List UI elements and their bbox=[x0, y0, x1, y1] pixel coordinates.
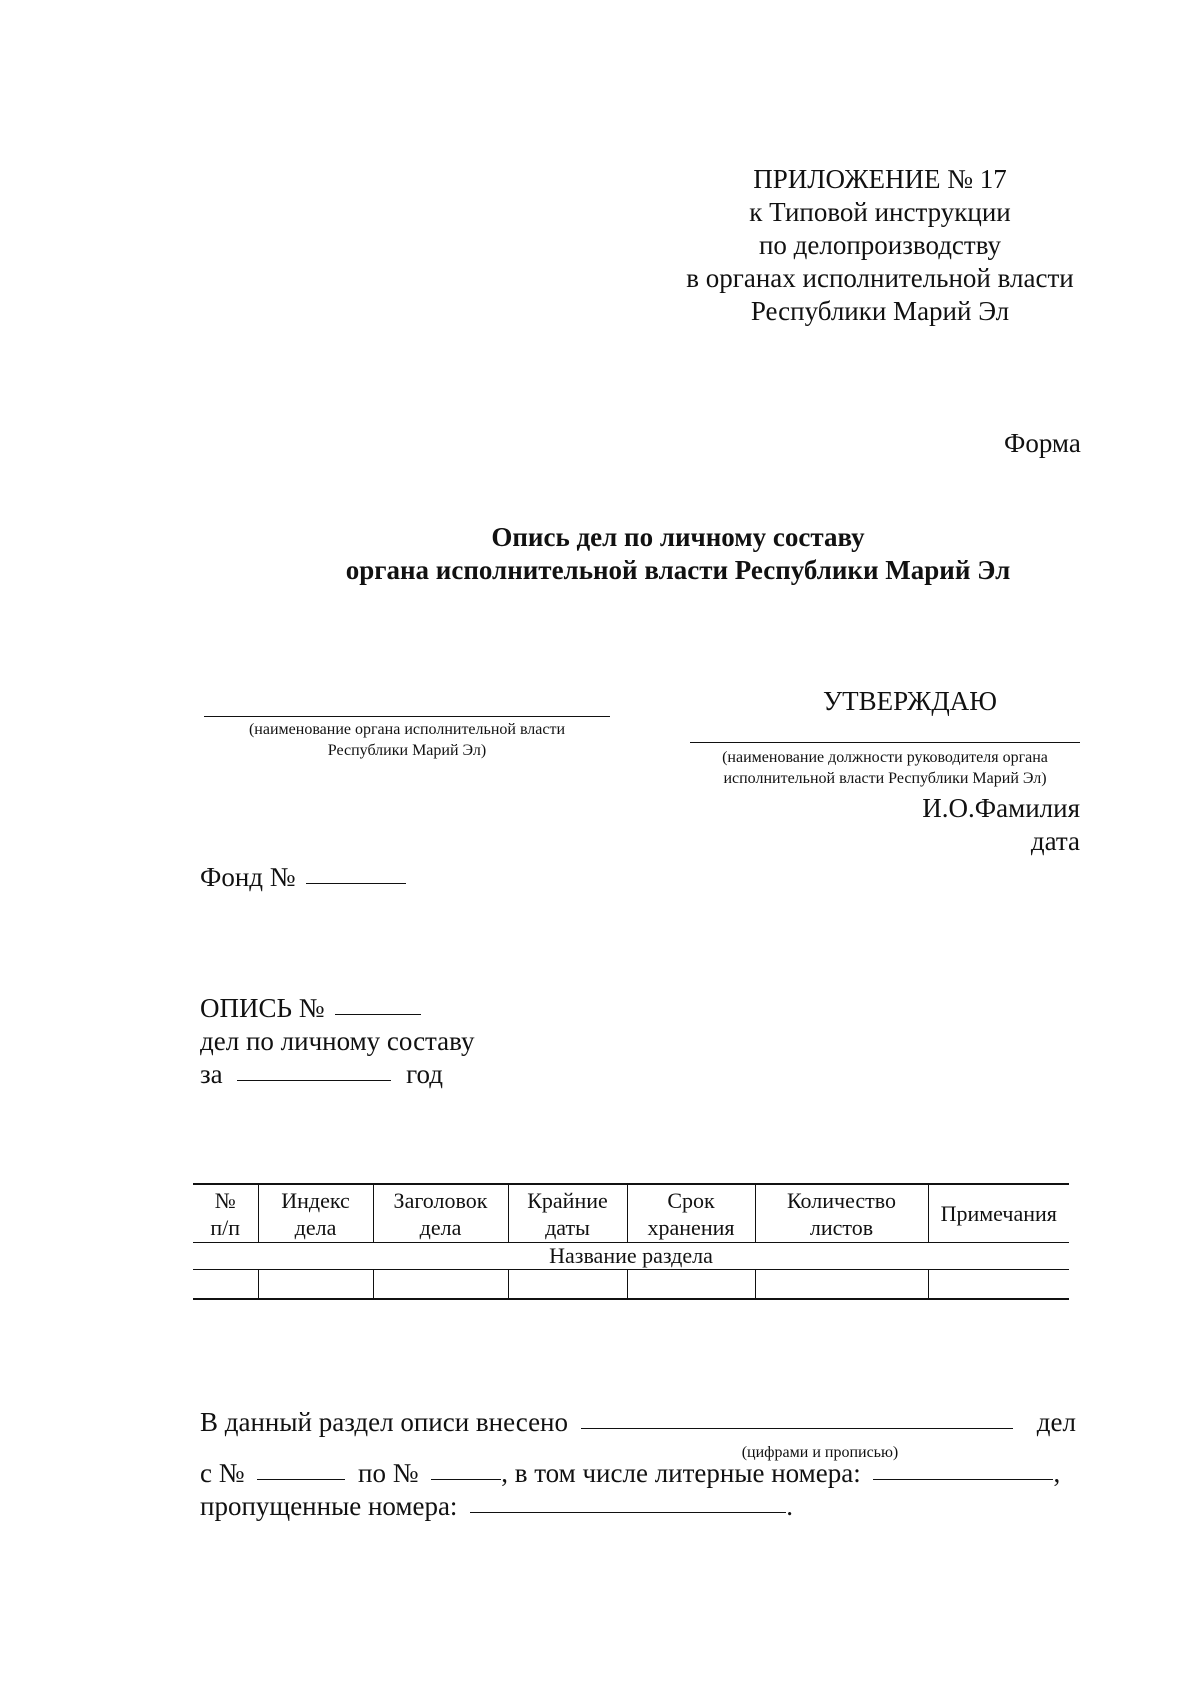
approve-heading: УТВЕРЖДАЮ bbox=[822, 686, 998, 716]
column-header: Заголовок дела bbox=[373, 1184, 508, 1243]
footer-cases-label: дел bbox=[1036, 1407, 1076, 1437]
table-cell[interactable] bbox=[928, 1270, 1069, 1300]
footer-entered-label: В данный раздел описи внесено bbox=[200, 1407, 569, 1437]
table-row bbox=[193, 1270, 1069, 1300]
org-hint-line-2: Республики Марий Эл) bbox=[327, 742, 487, 759]
approve-position-line bbox=[690, 742, 1080, 743]
title-line-1: Опись дел по личному составу bbox=[491, 522, 865, 552]
fund-label: Фонд № bbox=[200, 862, 296, 892]
footer-count-blank[interactable] bbox=[581, 1427, 1013, 1429]
org-hint-line-1: (наименование органа исполнительной власти bbox=[248, 721, 566, 738]
inventory-number-row bbox=[200, 992, 475, 1025]
appendix-line-3: по делопроизводству bbox=[758, 230, 1002, 260]
appendix-block bbox=[660, 163, 1100, 328]
table-cell[interactable] bbox=[508, 1270, 627, 1300]
table-cell[interactable] bbox=[755, 1270, 928, 1300]
footer-line-1 bbox=[200, 1407, 1076, 1438]
form-label: Форма bbox=[1004, 428, 1081, 458]
inventory-line-2: дел по личному составу bbox=[200, 1026, 475, 1056]
appendix-line-2: к Типовой инструкции bbox=[749, 197, 1011, 227]
fund-number-blank[interactable] bbox=[306, 882, 406, 884]
appendix-line-5: Республики Марий Эл bbox=[750, 296, 1010, 326]
approve-signatory-name: И.О.Фамилия bbox=[922, 793, 1080, 823]
footer-count-hint: (цифрами и прописью) bbox=[741, 1444, 899, 1461]
footer-line-2 bbox=[200, 1458, 1060, 1489]
footer-missed-blank[interactable] bbox=[470, 1511, 786, 1513]
footer-comma: , bbox=[1053, 1458, 1061, 1488]
inventory-year-suffix: год bbox=[406, 1059, 444, 1089]
footer-line-3 bbox=[200, 1491, 793, 1522]
column-header: Крайние даты bbox=[508, 1184, 627, 1243]
org-name-line bbox=[204, 716, 610, 717]
inventory-year-row bbox=[200, 1058, 475, 1091]
footer-missed-label: пропущенные номера: bbox=[200, 1491, 458, 1521]
approve-position-hint bbox=[672, 747, 1098, 789]
table-header-row bbox=[193, 1184, 1069, 1243]
inventory-year-blank[interactable] bbox=[237, 1079, 391, 1081]
table-cell[interactable] bbox=[627, 1270, 755, 1300]
approve-hint-line-2: исполнительной власти Республики Марий Эл) bbox=[723, 770, 1047, 787]
section-row bbox=[193, 1243, 1069, 1270]
column-header: Срок хранения bbox=[627, 1184, 755, 1243]
approve-hint-line-1: (наименование должности руководителя органа bbox=[722, 749, 1048, 766]
inventory-label: ОПИСЬ № bbox=[200, 993, 325, 1023]
column-header: № п/п bbox=[193, 1184, 258, 1243]
inventory-number-blank[interactable] bbox=[335, 1013, 421, 1015]
column-header: Примечания bbox=[928, 1184, 1069, 1243]
footer-to-blank[interactable] bbox=[431, 1478, 501, 1480]
footer-from-blank[interactable] bbox=[257, 1478, 345, 1480]
appendix-line-4: в органах исполнительной власти bbox=[686, 263, 1074, 293]
document-title bbox=[320, 521, 1036, 587]
inventory-year-prefix: за bbox=[200, 1059, 223, 1089]
column-header: Количество листов bbox=[755, 1184, 928, 1243]
footer-period: . bbox=[786, 1491, 793, 1521]
appendix-number: ПРИЛОЖЕНИЕ № 17 bbox=[753, 164, 1007, 194]
footer-from-label: с № bbox=[200, 1458, 245, 1488]
inventory-block bbox=[200, 992, 475, 1091]
fund-row bbox=[200, 862, 406, 893]
section-title: Название раздела bbox=[193, 1243, 1069, 1270]
table-cell[interactable] bbox=[373, 1270, 508, 1300]
title-line-2: органа исполнительной власти Республики Марий Эл bbox=[345, 555, 1011, 585]
footer-letter-numbers-blank[interactable] bbox=[873, 1478, 1053, 1480]
footer-to-label: по № bbox=[358, 1458, 419, 1488]
org-name-hint bbox=[204, 719, 610, 761]
table-cell[interactable] bbox=[258, 1270, 373, 1300]
column-header: Индекс дела bbox=[258, 1184, 373, 1243]
table-cell[interactable] bbox=[193, 1270, 258, 1300]
inventory-table bbox=[193, 1183, 1069, 1300]
approve-date: дата bbox=[1030, 826, 1080, 856]
footer-letter-numbers-label: , в том числе литерные номера: bbox=[501, 1458, 861, 1488]
